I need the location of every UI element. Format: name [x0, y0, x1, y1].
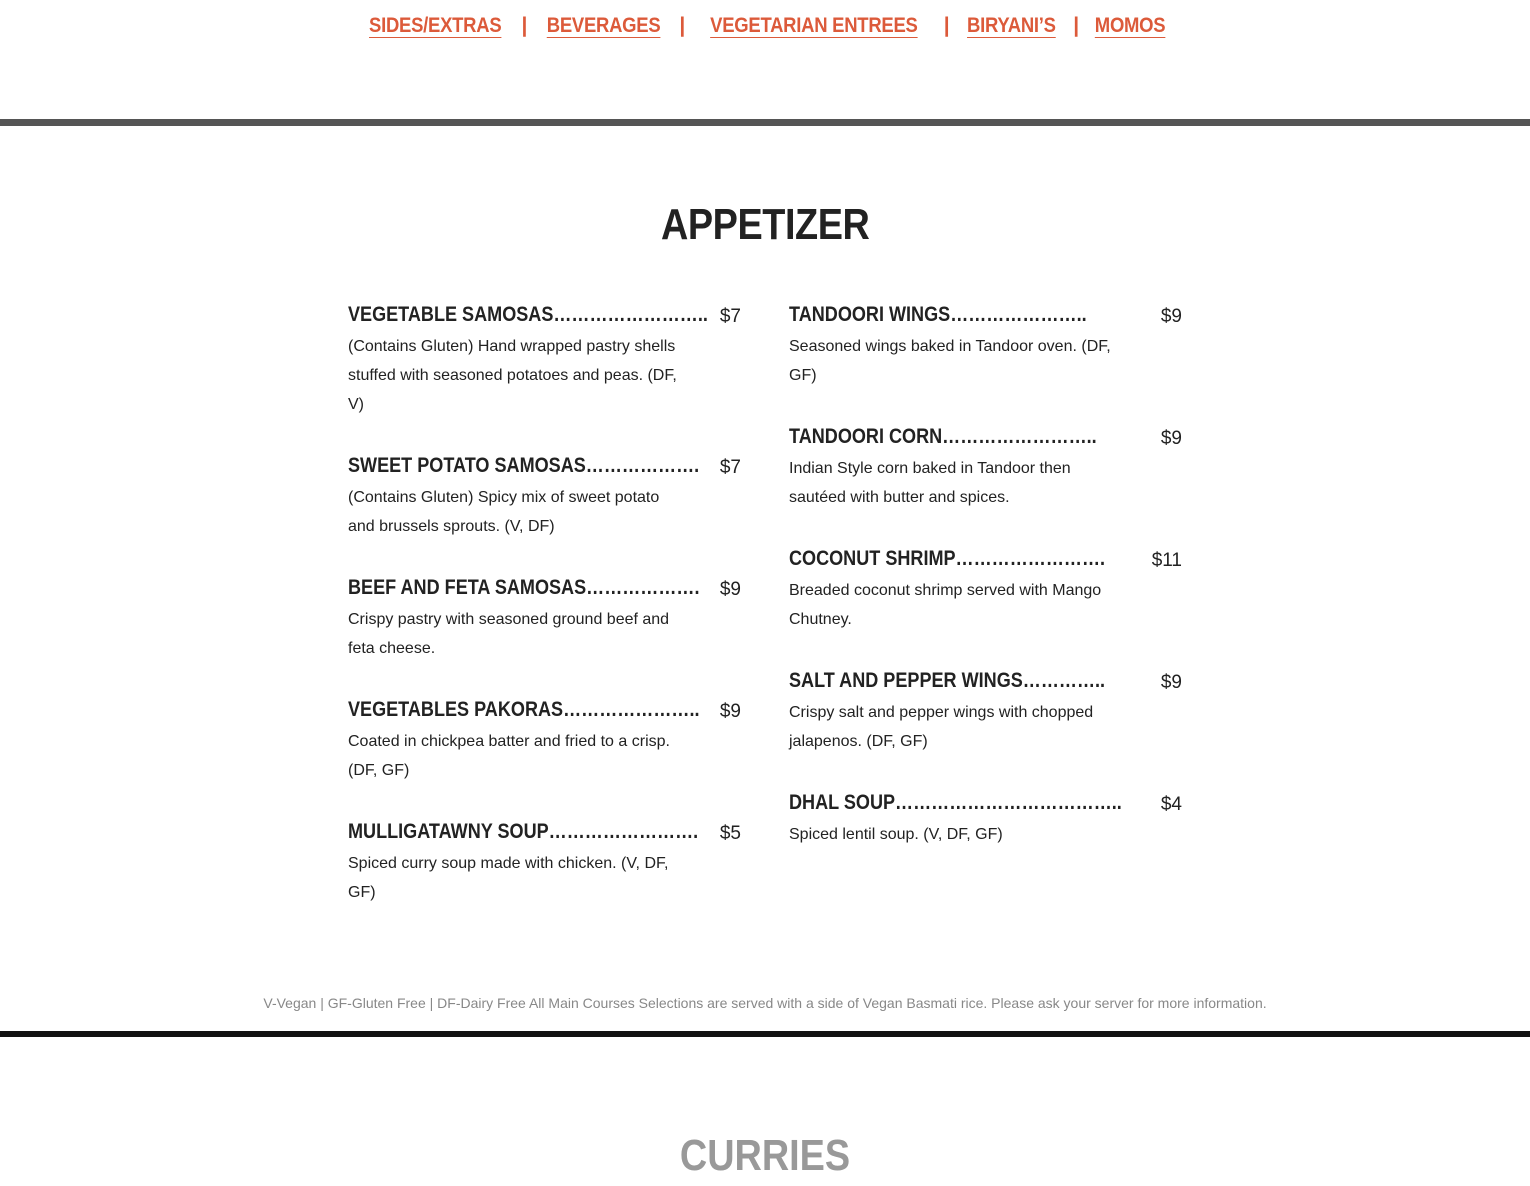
menu-item-name: DHAL SOUP………………………………..	[789, 791, 1122, 814]
menu-item-name: TANDOORI WINGS…………………..	[789, 303, 1087, 326]
menu-item-description: (Contains Gluten) Spicy mix of sweet potato and brussels sprouts. (V, DF)	[348, 489, 660, 535]
menu-item-description: Spiced lentil soup. (V, DF, GF)	[789, 826, 1003, 843]
menu-item	[348, 695, 741, 817]
menu-item-description: (Contains Gluten) Hand wrapped pastry shells stuffed with seasoned potatoes and peas. (DF, V)	[348, 338, 677, 413]
menu-item-description: Indian Style corn baked in Tandoor then sautéed with butter and spices.	[789, 460, 1071, 506]
menu-item	[789, 300, 1182, 422]
menu-item-price: $4	[1160, 794, 1182, 815]
menu-item-name: COCONUT SHRIMP…………………….	[789, 547, 1106, 570]
menu-item-price: $9	[1160, 306, 1182, 327]
section-divider	[0, 1031, 1530, 1037]
menu-item-price: $5	[719, 823, 741, 844]
menu-item-price: $9	[1160, 428, 1182, 449]
section-title: APPETIZER	[660, 200, 870, 249]
menu-item-description: Coated in chickpea batter and fried to a crisp. (DF, GF)	[348, 733, 670, 779]
dietary-legend-note: V-Vegan | GF-Gluten Free | DF-Dairy Free All Main Courses Selections are served with a side of Vegan Basmati rice. Please ask your server for more information.	[263, 995, 1267, 1011]
section-divider	[0, 119, 1530, 126]
nav-separator: |	[1073, 14, 1079, 37]
menu-item-name: MULLIGATAWNY SOUP…………………….	[348, 820, 699, 843]
menu-item-price: $7	[719, 306, 741, 327]
menu-item	[789, 666, 1182, 788]
menu-item	[348, 451, 741, 573]
menu-item	[789, 788, 1182, 910]
menu-item-name: BEEF AND FETA SAMOSAS……………….	[348, 576, 700, 599]
menu-item-name: VEGETABLES PAKORAS…………………..	[348, 698, 700, 721]
menu-item	[348, 300, 741, 451]
nav-link-vegetarian-entrees[interactable]: VEGETARIAN ENTREES	[710, 14, 919, 37]
category-nav	[0, 14, 1530, 38]
menu-item-description: Spiced curry soup made with chicken. (V, DF, GF)	[348, 855, 669, 901]
nav-link-beverages[interactable]: BEVERAGES	[546, 14, 661, 37]
menu-item-description: Crispy pastry with seasoned ground beef and feta cheese.	[348, 611, 670, 657]
nav-separator: |	[679, 14, 685, 37]
nav-link-sides-extras[interactable]: SIDES/EXTRAS	[368, 14, 501, 37]
nav-separator: |	[521, 14, 528, 37]
menu-item-price: $9	[719, 579, 741, 600]
menu-item-price: $11	[1151, 550, 1182, 571]
menu-item-description: Breaded coconut shrimp served with Mango Chutney.	[789, 582, 1102, 628]
menu-column-right	[789, 300, 1182, 910]
menu-item-price: $7	[719, 457, 741, 478]
menu-item-name: SWEET POTATO SAMOSAS……………….	[348, 454, 700, 477]
nav-link-biryanis[interactable]: BIRYANI’S	[966, 14, 1056, 37]
menu-item-name: TANDOORI CORN……………………..	[789, 425, 1097, 448]
nav-separator: |	[943, 14, 950, 37]
menu-item-price: $9	[1160, 672, 1182, 693]
menu-item-price: $9	[719, 701, 741, 722]
menu-item	[789, 422, 1182, 544]
next-section-title: CURRIES	[679, 1131, 851, 1180]
menu-item	[348, 573, 741, 695]
menu-item-name: SALT AND PEPPER WINGS…………..	[789, 669, 1106, 692]
menu-item-name: VEGETABLE SAMOSAS……………………..	[348, 303, 708, 326]
menu-item	[789, 544, 1182, 666]
nav-link-momos[interactable]: MOMOS	[1095, 14, 1166, 37]
menu-item-description: Seasoned wings baked in Tandoor oven. (DF, GF)	[789, 338, 1111, 384]
menu-item-description: Crispy salt and pepper wings with chopped jalapenos. (DF, GF)	[789, 704, 1094, 750]
menu-item	[348, 817, 741, 939]
menu-column-left	[348, 300, 741, 939]
